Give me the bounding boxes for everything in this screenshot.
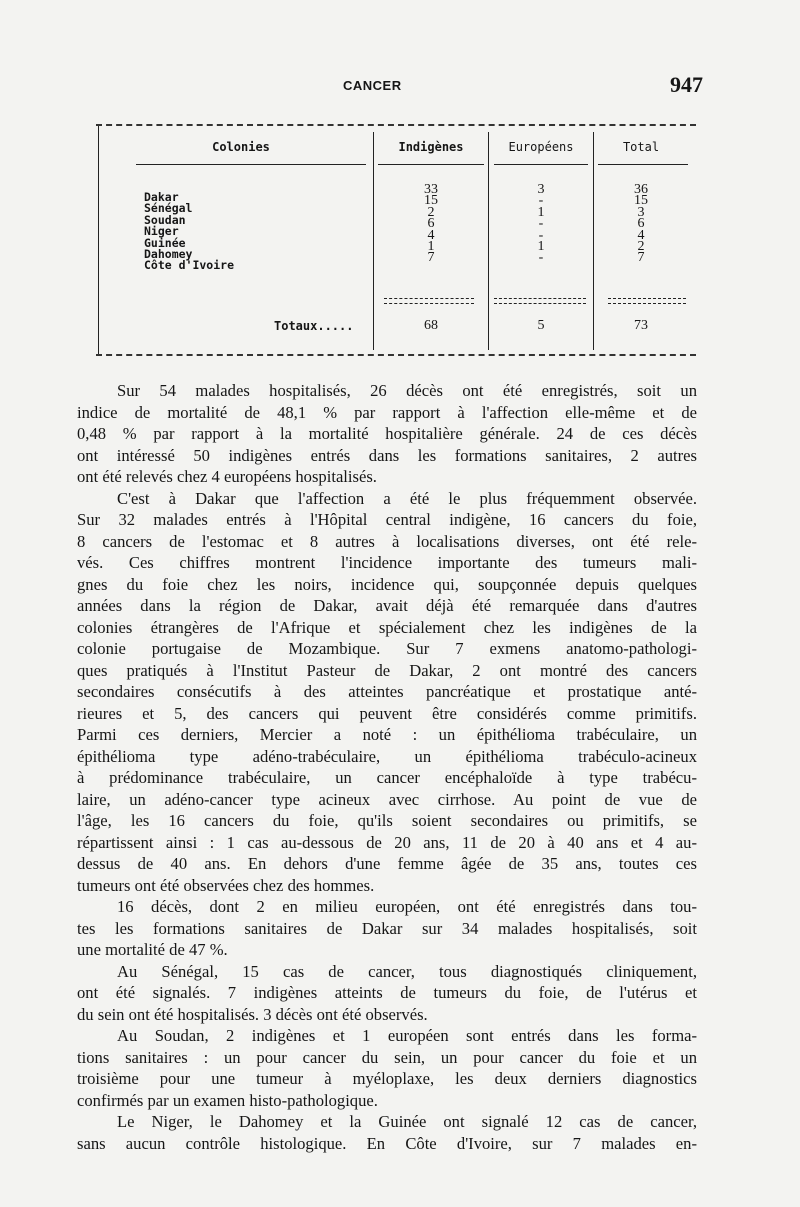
- colonie-name: Sénégal: [144, 201, 193, 216]
- text-line: Sur 32 malades entrés à l'Hôpital central indigène, 16 cancers du foie,: [77, 510, 697, 529]
- text-line: confirmés par un examen histo-pathologique.: [77, 1090, 378, 1110]
- europeens-column: [501, 184, 581, 264]
- table-column-divider: [373, 132, 374, 350]
- header-underline: [136, 164, 366, 165]
- indigenes-value: 2: [427, 204, 435, 220]
- total-column: [601, 184, 681, 264]
- totaux-total: 73: [634, 318, 648, 333]
- indigenes-value: 1: [427, 239, 435, 255]
- europeens-value: -: [538, 216, 544, 232]
- text-line: rieures et 5, des cancers qui peuvent être considérés comme primitifs.: [77, 703, 697, 723]
- table-left-border: [98, 126, 99, 354]
- text-line: laire, un adéno-cancer type acineux avec cirrhose. Au point de vue de: [77, 789, 697, 809]
- text-line: à prédominance trabéculaire, un cancer encéphaloïde à type trabécu-: [77, 768, 697, 787]
- colonie-name: Soudan: [144, 212, 186, 227]
- totaux-label: Totaux.....: [274, 319, 354, 333]
- indigenes-value: 33: [424, 182, 438, 197]
- indigenes-value: 15: [424, 193, 438, 209]
- header-underline: [598, 164, 688, 165]
- header-underline: [378, 164, 484, 165]
- header-total: Total: [622, 140, 660, 154]
- table-column-divider: [488, 132, 489, 350]
- text-line: troisième pour une tumeur à myéloplaxe, les deux derniers diagnostics: [77, 1069, 697, 1088]
- text-line: colonie portugaise de Mozambique. Sur 7 exmens anatomo-pathologi-: [77, 639, 697, 658]
- text-line: vés. Ces chiffres montrent l'incidence importante des tumeurs mali-: [77, 553, 697, 572]
- header-europeens: Européens: [508, 140, 574, 154]
- total-value: 4: [637, 227, 645, 243]
- europeens-value: 1: [537, 204, 545, 220]
- text-line: tions sanitaires : un pour cancer du sein, un pour cancer du foie et un: [77, 1047, 697, 1067]
- header-colonies: Colonies: [212, 140, 270, 154]
- text-line: Parmi ces derniers, Mercier a noté : un épithélioma trabéculaire, un: [77, 725, 697, 744]
- page-number: 947: [670, 72, 703, 97]
- totaux-indigenes: 68: [424, 318, 438, 333]
- total-value: 3: [637, 204, 645, 220]
- running-title: CANCER: [343, 78, 402, 93]
- text-line: secondaires consécutifs à des atteintes pancréatique et prostatique anté-: [77, 682, 697, 701]
- text-line: tes les formations sanitaires de Dakar sur 34 malades hospitalisés, soit: [77, 918, 697, 938]
- indigenes-value: 6: [427, 216, 435, 232]
- page-header: [0, 74, 800, 98]
- total-value: 2: [637, 239, 645, 255]
- text-line: colonies étrangères de l'Afrique et spécialement chez les indigènes de la: [77, 617, 697, 637]
- sum-rule: [494, 298, 586, 304]
- text-line: dessus de 40 ans. En dehors d'une femme âgée de 35 ans, toutes ces: [77, 854, 697, 873]
- europeens-value: -: [538, 250, 544, 266]
- text-line: 16 décès, dont 2 en milieu européen, ont été enregistrés dans tou-: [117, 897, 697, 916]
- totaux-europeens: 5: [537, 318, 545, 333]
- text-line: sans aucun contrôle histologique. En Côte d'Ivoire, sur 7 malades en-: [77, 1133, 697, 1153]
- indigenes-value: 7: [427, 250, 435, 266]
- sum-rule: [608, 298, 686, 304]
- text-line: Au Sénégal, 15 cas de cancer, tous diagnostiqués cliniquement,: [117, 961, 697, 981]
- colonies-column: [144, 192, 234, 272]
- colonie-name: Niger: [144, 224, 179, 239]
- colonies-cancer-table: [96, 118, 696, 358]
- total-value: 7: [637, 250, 645, 266]
- europeens-value: 3: [537, 182, 545, 197]
- indigenes-column: [391, 184, 471, 264]
- text-line: du sein ont été hospitalisés. 3 décès ont été observés.: [77, 1004, 428, 1024]
- header-underline: [494, 164, 588, 165]
- indigenes-value: 4: [427, 227, 435, 243]
- text-line: tumeurs ont été observées chez des hommes.: [77, 875, 375, 895]
- text-line: l'âge, les 16 cancers du foie, qu'ils soient secondaires ou primitifs, se: [77, 811, 697, 830]
- text-line: ont intéressé 50 indigènes entrés dans les formations sanitaires, 2 autres: [77, 445, 697, 465]
- text-line: 8 cancers de l'estomac et 8 autres à localisations diverses, ont été rele-: [77, 531, 697, 551]
- europeens-value: 1: [537, 239, 545, 255]
- europeens-value: -: [538, 193, 544, 209]
- text-line: ont été relevés chez 4 européens hospitalisés.: [77, 467, 377, 486]
- text-line: Au Soudan, 2 indigènes et 1 européen sont entrés dans les forma-: [117, 1026, 697, 1045]
- header-indigenes: Indigènes: [398, 140, 464, 154]
- colonie-name: Dakar: [144, 190, 179, 204]
- table-top-rule: [96, 124, 696, 126]
- text-line: gnes du foie chez les noirs, incidence qui, soupçonnée depuis quelques: [77, 574, 697, 594]
- total-value: 36: [634, 182, 648, 197]
- text-line: années dans la région de Dakar, avait déjà été remarquée dans d'autres: [77, 596, 697, 615]
- europeens-value: -: [538, 227, 544, 243]
- body-text: [77, 380, 697, 1154]
- text-line: Sur 54 malades hospitalisés, 26 décès ont été enregistrés, soit un: [117, 381, 697, 400]
- text-line: indice de mortalité de 48,1 % par rapport à l'affection elle-même et de: [77, 402, 697, 422]
- table-bottom-rule: [96, 354, 696, 356]
- text-line: répartissent ainsi : 1 cas au-dessous de 20 ans, 11 de 20 à 40 ans et 4 au-: [77, 832, 697, 852]
- text-line: Le Niger, le Dahomey et la Guinée ont signalé 12 cas de cancer,: [117, 1112, 697, 1131]
- colonie-name: Dahomey: [144, 247, 193, 262]
- sum-rule: [384, 298, 474, 304]
- total-value: 15: [634, 193, 648, 209]
- text-line: une mortalité de 47 %.: [77, 940, 228, 959]
- colonie-name: Guinée: [144, 235, 186, 250]
- total-value: 6: [637, 216, 645, 232]
- table-column-divider: [593, 132, 594, 350]
- text-line: ont été signalés. 7 indigènes atteints de tumeurs du foie, de l'utérus et: [77, 983, 697, 1002]
- text-line: C'est à Dakar que l'affection a été le plus fréquemment observée.: [117, 488, 697, 508]
- colonie-name: Côte d'Ivoire: [144, 258, 235, 273]
- text-line: ques pratiqués à l'Institut Pasteur de Dakar, 2 ont montré des cancers: [77, 660, 697, 680]
- text-line: épithélioma type adéno-trabéculaire, un épithélioma trabéculo-acineux: [77, 746, 697, 766]
- text-line: 0,48 % par rapport à la mortalité hospitalière générale. 24 de ces décès: [77, 424, 697, 443]
